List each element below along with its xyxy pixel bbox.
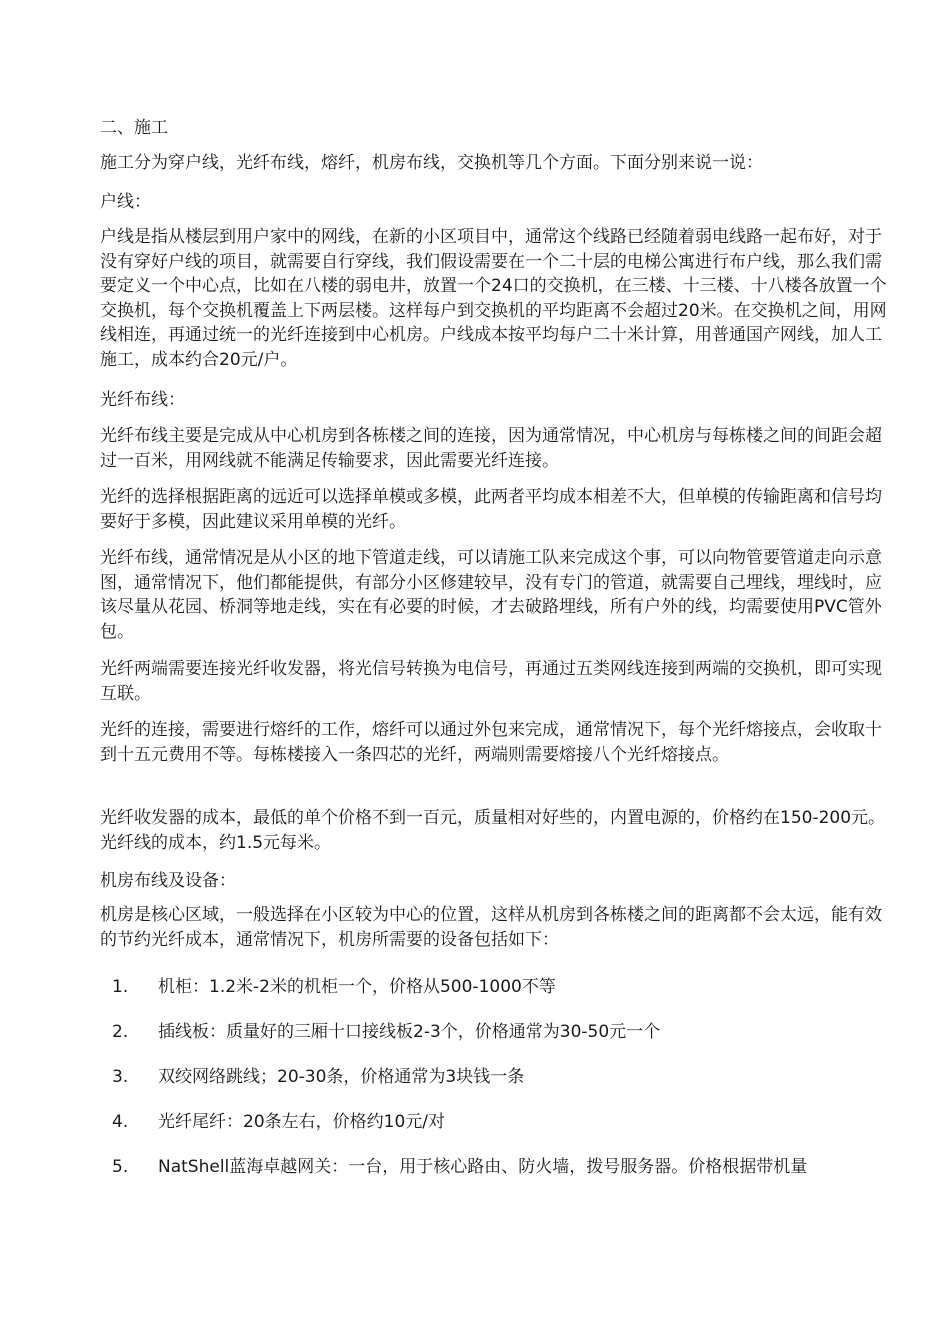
household-line-paragraph: 户线是指从楼层到用户家中的网线，在新的小区项目中，通常这个线路已经随着弱电线路一起布好，对于没有穿好户线的项目，就需要自行穿线，我们假设需要在一个二十层的电梯公寓进行布户线，那么我们需要定义一个中心点，比如在八楼的弱电井，放置一个24口的交换机，在三楼、十三楼、十八楼各放置一个交换机，每个交换机覆盖上下两层楼。这样每户到交换机的平均距离不会超过20米。在交换机之间，用网线相连，再通过统一的光纤连接到中心机房。户线成本按平均每户二十米计算，用普通国产网线，加人工施工，成本约合20元/户。 bbox=[100, 227, 887, 370]
machine-room-paragraph: 机房是核心区域，一般选择在小区较为中心的位置，这样从机房到各栋楼之间的距离都不会太远，能有效的节约光纤成本，通常情况下，机房所需要的设备包括如下： bbox=[100, 905, 882, 950]
section-heading: 二、施工 bbox=[100, 118, 168, 138]
list-text: NatShell蓝海卓越网关：一台，用于核心路由、防火墙，拨号服务器。价格根据带机量 bbox=[158, 1157, 808, 1177]
fiber-paragraph: 光纤的连接，需要进行熔纤的工作，熔纤可以通过外包来完成，通常情况下，每个光纤熔接点，会收取十到十五元费用不等。每栋楼接入一条四芯的光纤，两端则需要熔接八个光纤熔接点。 bbox=[100, 720, 882, 765]
list-item bbox=[100, 1110, 892, 1155]
list-text: 机柜：1.2米-2米的机柜一个，价格从500-1000不等 bbox=[158, 977, 556, 997]
list-text: 双绞网络跳线；20-30条，价格通常为3块钱一条 bbox=[158, 1067, 525, 1087]
list-item bbox=[100, 1020, 892, 1065]
list-item bbox=[100, 1065, 892, 1110]
machine-room-label: 机房布线及设备： bbox=[100, 871, 236, 891]
list-text: 插线板：质量好的三厢十口接线板2-3个，价格通常为30-50元一个 bbox=[158, 1022, 661, 1042]
equipment-list bbox=[100, 975, 892, 1200]
fiber-paragraph: 光纤布线，通常情况是从小区的地下管道走线，可以请施工队来完成这个事，可以向物管要管道走向示意图，通常情况下，他们都能提供，有部分小区修建较早，没有专门的管道，就需要自己埋线，埋线时，应该尽量从花园、桥洞等地走线，实在有必要的时候，才去破路埋线，所有户外的线，均需要使用PVC管外包。 bbox=[100, 548, 882, 642]
fiber-paragraph: 光纤两端需要连接光纤收发器，将光信号转换为电信号，再通过五类网线连接到两端的交换机，即可实现互联。 bbox=[100, 659, 882, 704]
list-number: 5. bbox=[112, 1157, 129, 1177]
list-text: 光纤尾纤：20条左右，价格约10元/对 bbox=[158, 1112, 445, 1132]
list-number: 2. bbox=[112, 1022, 129, 1042]
list-item bbox=[100, 975, 892, 1020]
intro-paragraph: 施工分为穿户线，光纤布线，熔纤，机房布线，交换机等几个方面。下面分别来说一说： bbox=[100, 153, 763, 173]
fiber-paragraph: 光纤的选择根据距离的远近可以选择单模或多模，此两者平均成本相差不大，但单模的传输距离和信号均要好于多模，因此建议采用单模的光纤。 bbox=[100, 487, 882, 532]
household-line-label: 户线： bbox=[100, 192, 151, 212]
list-number: 4. bbox=[112, 1112, 129, 1132]
fiber-paragraph: 光纤布线主要是完成从中心机房到各栋楼之间的连接，因为通常情况，中心机房与每栋楼之间的间距会超过一百米，用网线就不能满足传输要求，因此需要光纤连接。 bbox=[100, 426, 882, 471]
fiber-paragraph: 光纤收发器的成本，最低的单个价格不到一百元，质量相对好些的，内置电源的，价格约在150-200元。光纤线的成本，约1.5元每米。 bbox=[100, 808, 886, 853]
list-number: 3. bbox=[112, 1067, 129, 1087]
list-number: 1. bbox=[112, 977, 129, 997]
list-item bbox=[100, 1155, 892, 1200]
fiber-routing-label: 光纤布线： bbox=[100, 390, 185, 410]
